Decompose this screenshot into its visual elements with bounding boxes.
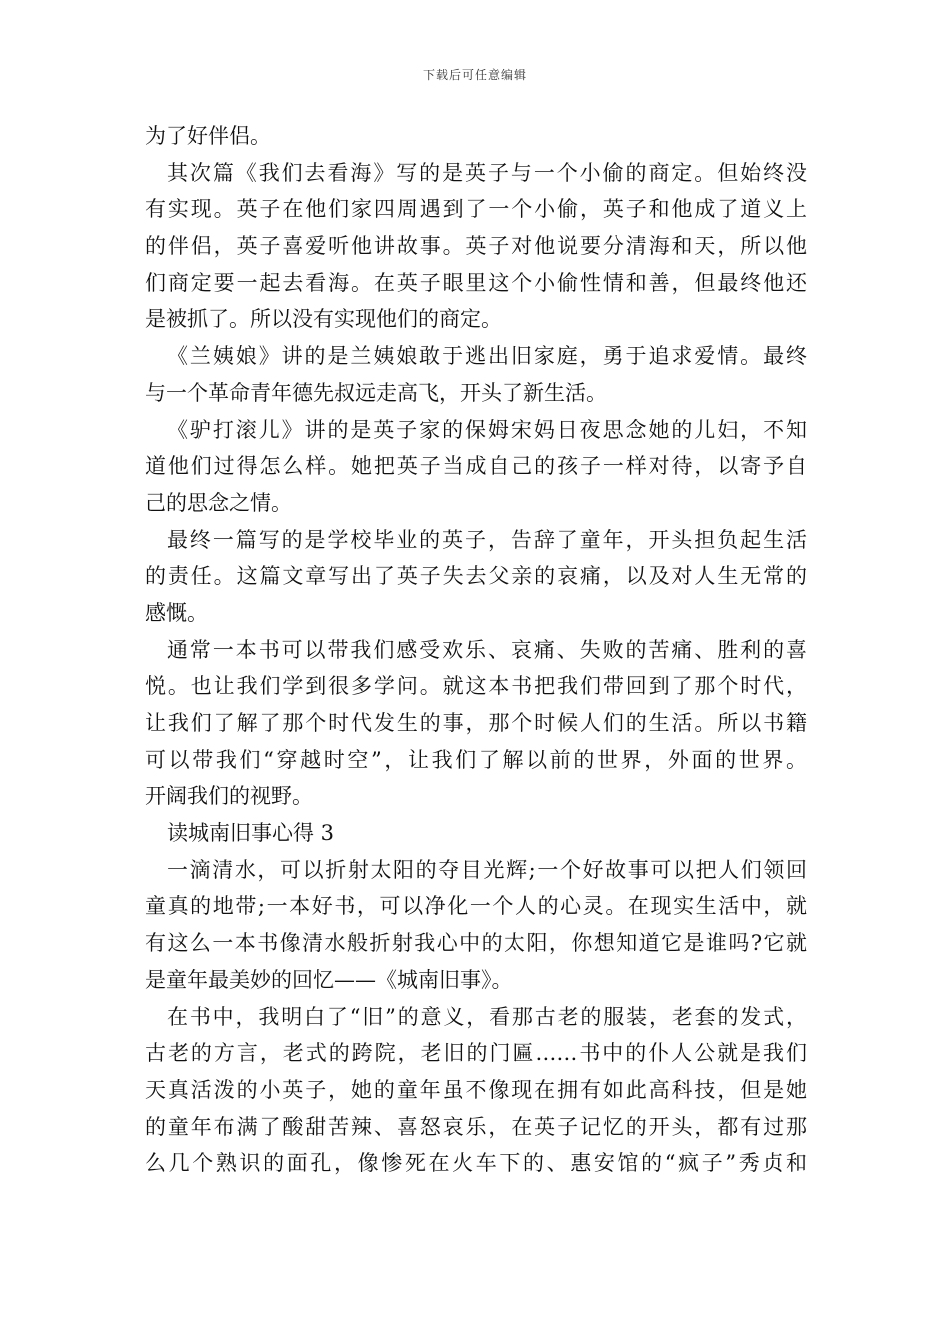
text-line: 为了好伴侣。 — [145, 124, 271, 148]
page-header: 下载后可任意编辑 — [422, 68, 527, 82]
text-line: 道他们过得怎么样。她把英子当成自己的孩子一样对待，以寄予自 — [145, 454, 807, 479]
text-line: 一滴清水，可以折射太阳的夺目光辉;一个好故事可以把人们领回 — [167, 857, 807, 882]
text-line: 是被抓了。所以没有实现他们的商定。 — [145, 307, 502, 332]
text-line: 有实现。英子在他们家四周遇到了一个小偷，英子和他成了道义上 — [145, 197, 807, 222]
text-line: 天真活泼的小英子，她的童年虽不像现在拥有如此高科技，但是她 — [145, 1077, 807, 1102]
text-line: 的伴侣，英子喜爱听他讲故事。英子对他说要分清海和天，所以他 — [145, 234, 807, 259]
text-line: 是童年最美妙的回忆——《城南旧事》。 — [145, 967, 513, 992]
text-line: 通常一本书可以带我们感受欢乐、哀痛、失败的苦痛、胜利的喜 — [167, 637, 807, 662]
text-line: 感慨。 — [145, 600, 208, 625]
text-line: 们商定要一起去看海。在英子眼里这个小偷性情和善，但最终他还 — [145, 270, 807, 295]
text-line: 《兰姨娘》讲的是兰姨娘敢于逃出旧家庭，勇于追求爱情。最终 — [167, 344, 807, 369]
text-line: 的责任。这篇文章写出了英子失去父亲的哀痛，以及对人生无常的 — [145, 564, 807, 589]
text-line: 开阔我们的视野。 — [145, 784, 313, 809]
text-line: 么几个熟识的面孔，像惨死在火车下的、惠安馆的“疯子”秀贞和 — [145, 1151, 807, 1176]
text-line: 己的思念之情。 — [145, 490, 292, 515]
document-body — [145, 118, 807, 1182]
text-line: 有这么一本书像清水般折射我心中的太阳，你想知道它是谁吗?它就 — [145, 931, 807, 956]
text-line: 读城南旧事心得 3 — [167, 821, 335, 846]
text-line: 在书中，我明白了“旧”的意义，看那古老的服装，老套的发式， — [167, 1004, 807, 1029]
text-line: 可以带我们“穿越时空”，让我们了解以前的世界，外面的世界。 — [145, 747, 807, 772]
text-line: 悦。也让我们学到很多学问。就这本书把我们带回到了那个时代， — [145, 674, 807, 699]
text-line: 童真的地带;一本好书，可以净化一个人的心灵。在现实生活中，就 — [145, 894, 807, 919]
text-line: 最终一篇写的是学校毕业的英子，告辞了童年，开头担负起生活 — [167, 527, 807, 552]
text-line: 与一个革命青年德先叔远走高飞，开头了新生活。 — [145, 380, 607, 405]
text-line: 的童年布满了酸甜苦辣、喜怒哀乐，在英子记忆的开头，都有过那 — [145, 1114, 807, 1139]
text-line: 古老的方言，老式的跨院，老旧的门匾……书中的仆人公就是我们 — [145, 1041, 807, 1066]
text-line: 其次篇《我们去看海》写的是英子与一个小偷的商定。但始终没 — [167, 160, 807, 185]
text-line: 《驴打滚儿》讲的是英子家的保姆宋妈日夜思念她的儿妇，不知 — [167, 417, 807, 442]
text-line: 让我们了解了那个时代发生的事，那个时候人们的生活。所以书籍 — [145, 711, 807, 735]
